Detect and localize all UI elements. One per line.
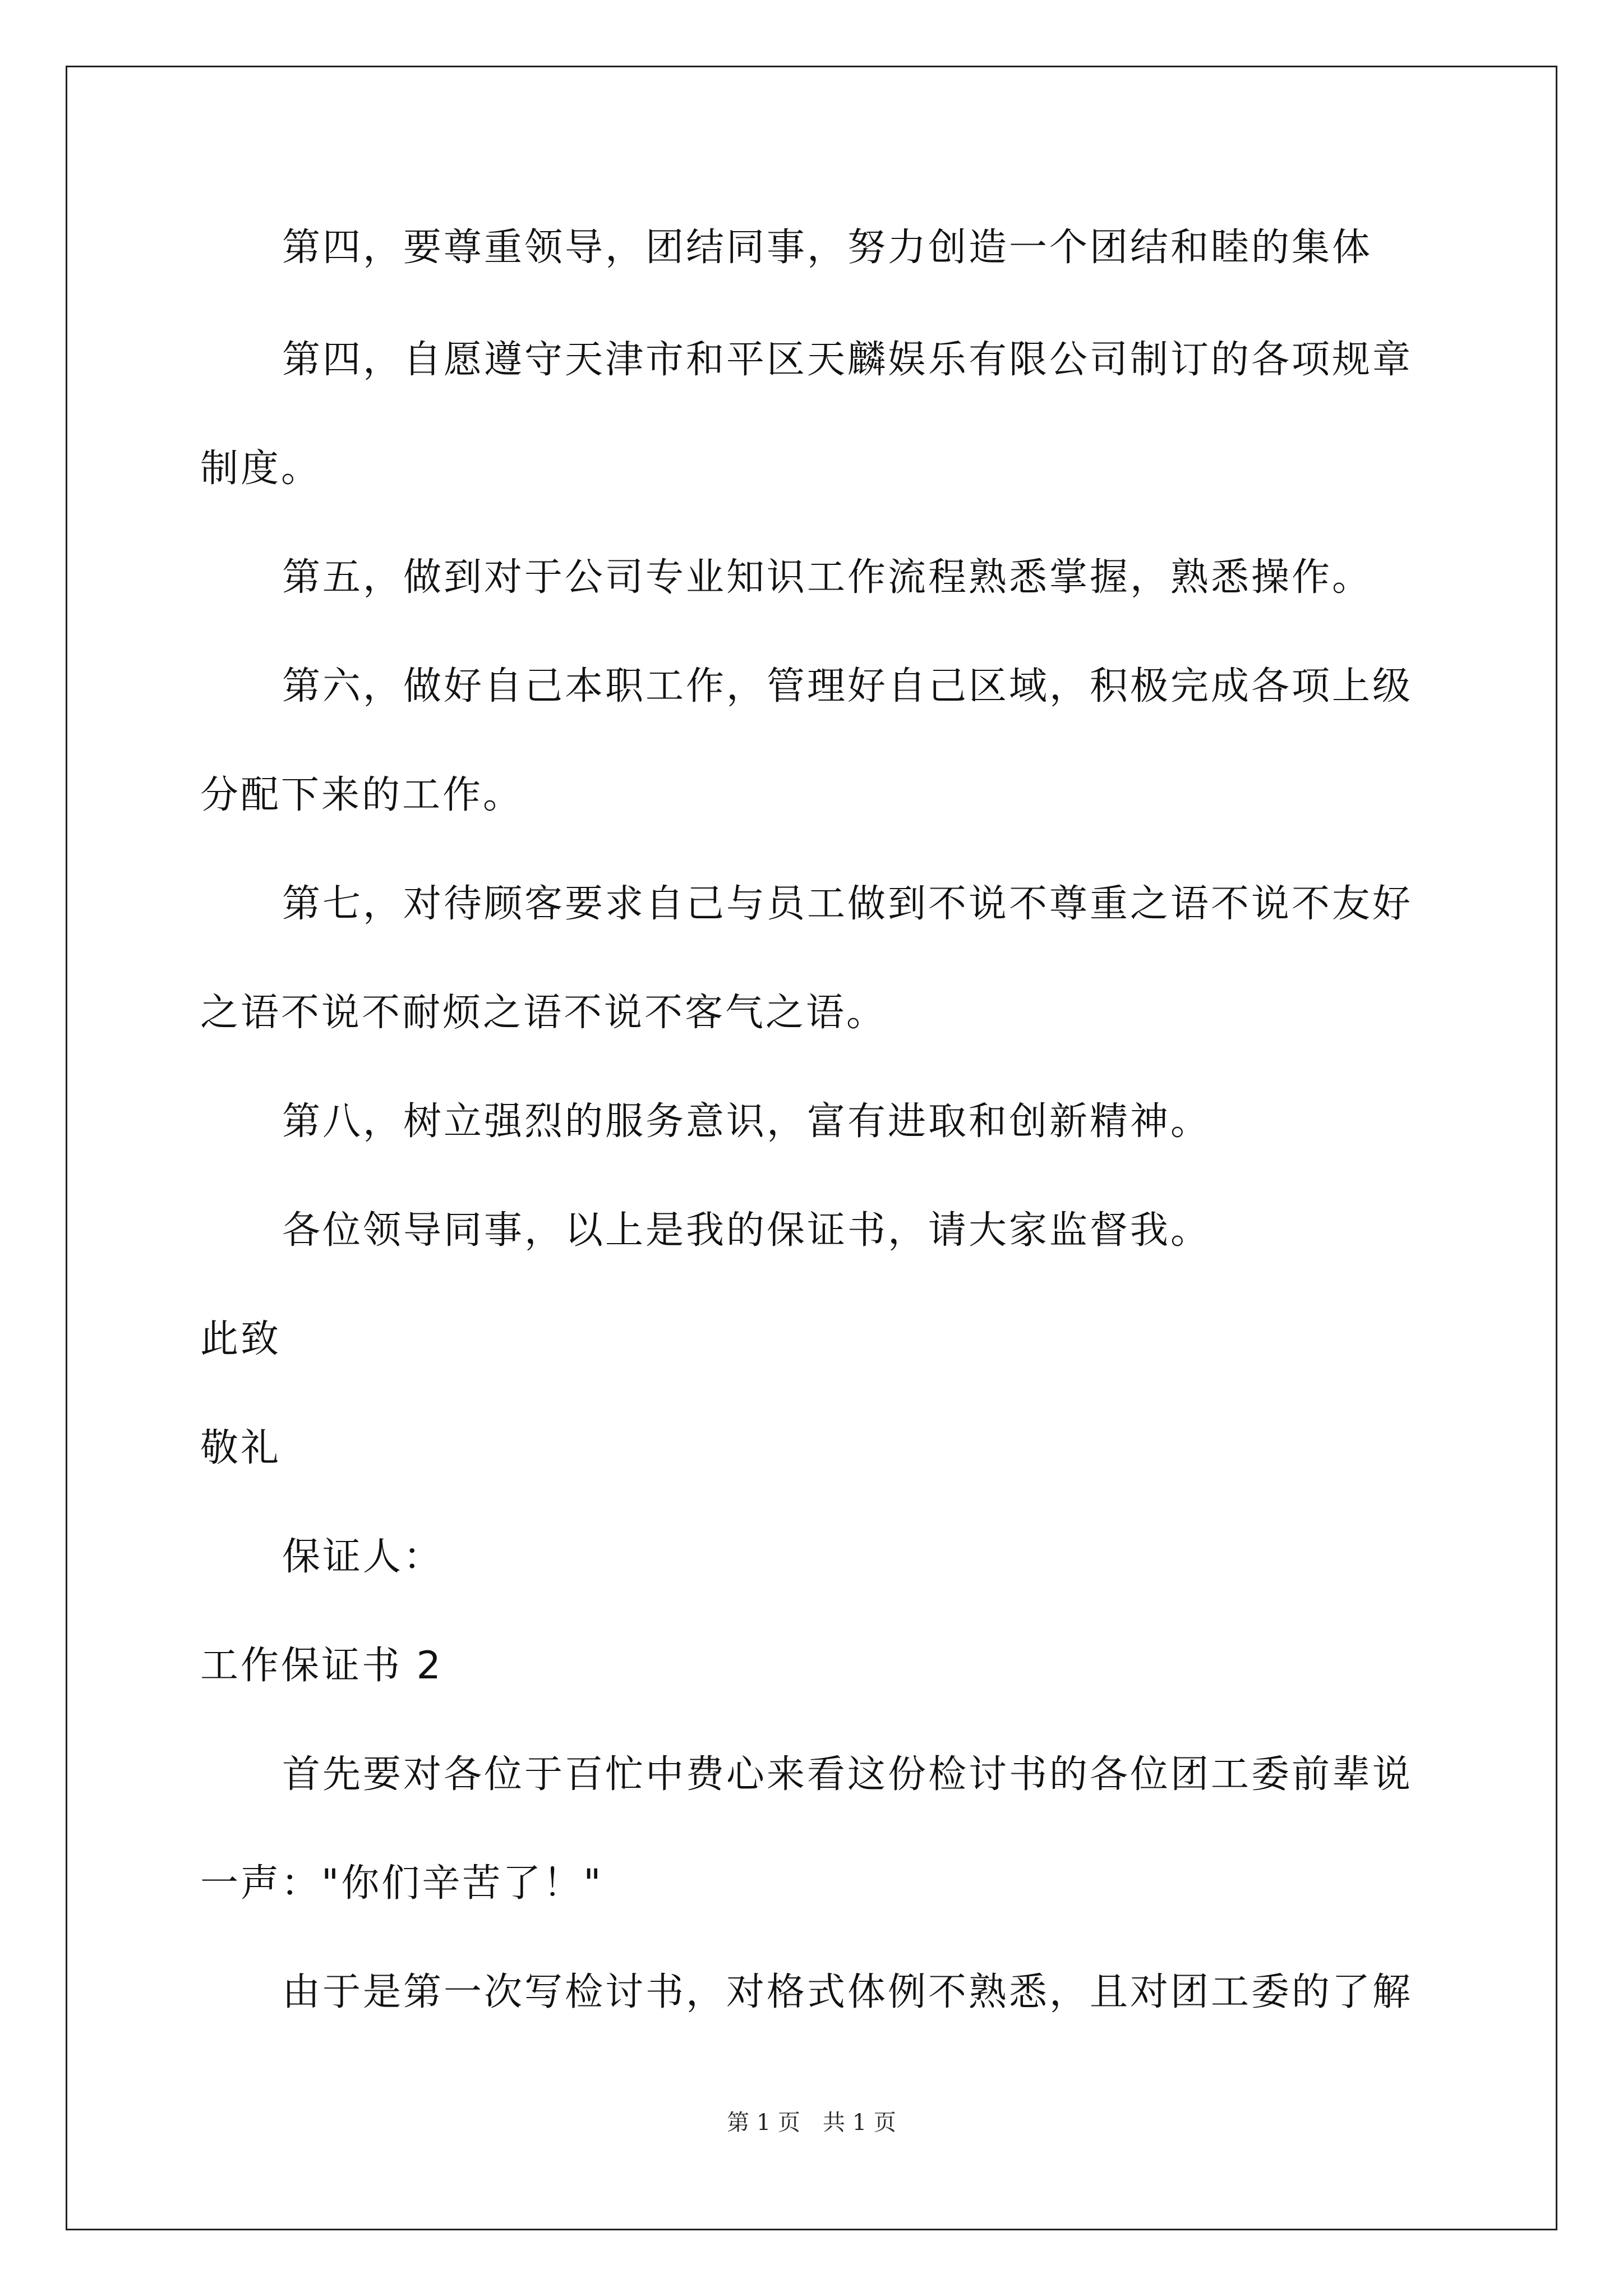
- closing-line: 此致: [200, 1317, 282, 1361]
- paragraph-line: 第四，自愿遵守天津市和平区天麟娱乐有限公司制订的各项规章: [282, 338, 1413, 382]
- paragraph-line: 第四，要尊重领导，团结同事，努力创造一个团结和睦的集体: [282, 226, 1373, 270]
- paragraph-line: 分配下来的工作。: [200, 773, 524, 817]
- paragraph-line: 第七，对待顾客要求自己与员工做到不说不尊重之语不说不友好: [282, 882, 1413, 926]
- section-title: 工作保证书 2: [200, 1644, 443, 1688]
- page-number: 第 1 页: [727, 2110, 800, 2136]
- paragraph-line: 之语不说不耐烦之语不说不客气之语。: [200, 991, 887, 1035]
- page-total: 共 1 页: [823, 2110, 896, 2136]
- paragraph-line: 由于是第一次写检讨书，对格式体例不熟悉，且对团工委的了解: [282, 1970, 1413, 2014]
- paragraph-line: 第六，做好自己本职工作，管理好自己区域，积极完成各项上级: [282, 664, 1413, 708]
- paragraph-line: 首先要对各位于百忙中费心来看这份检讨书的各位团工委前辈说: [282, 1752, 1413, 1797]
- paragraph-line: 一声："你们辛苦了！": [200, 1861, 603, 1906]
- salutation-line: 敬礼: [200, 1426, 282, 1470]
- page-footer: [0, 2105, 1623, 2137]
- paragraph-line: 制度。: [200, 447, 322, 491]
- paragraph-line: 各位领导同事，以上是我的保证书，请大家监督我。: [282, 1208, 1211, 1253]
- paragraph-line: 第五，做到对于公司专业知识工作流程熟悉掌握，熟悉操作。: [282, 555, 1373, 600]
- signer-line: 保证人：: [282, 1535, 444, 1579]
- paragraph-line: 第八，树立强烈的服务意识，富有进取和创新精神。: [282, 1099, 1211, 1144]
